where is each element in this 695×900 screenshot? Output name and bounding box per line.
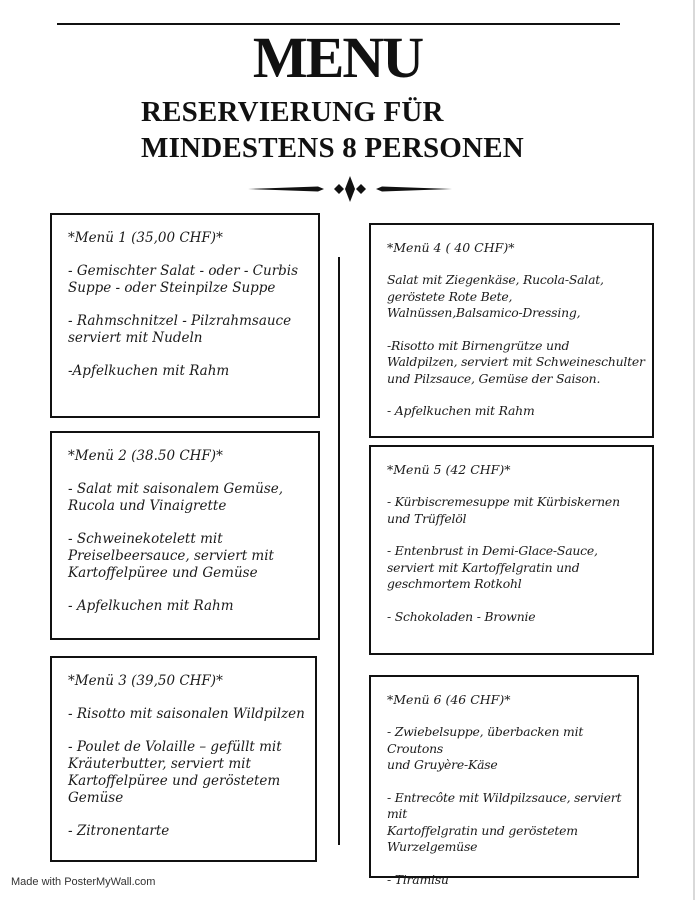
menu-4-heading: *Menü 4 ( 40 CHF)* [387, 240, 515, 255]
menu-5-heading: *Menü 5 (42 CHF)* [387, 462, 511, 477]
subtitle-line-1: RESERVIERUNG FÜR [141, 96, 444, 128]
menu-4-item-3: - Apfelkuchen mit Rahm [387, 403, 535, 418]
menu-card-6 [369, 675, 639, 887]
menu-card-1 [50, 213, 320, 418]
menu-3-heading: *Menü 3 (39,50 CHF)* [68, 673, 223, 689]
menu-2-item-2: - Schweinekotelett mit Preiselbeersauce, serviert mit Kartoffelpüree und Gemüse [68, 531, 274, 581]
postermywall-credit: Made with PosterMyWall.com [11, 876, 156, 888]
menu-3-item-3: - Zitronentarte [68, 823, 170, 839]
menu-3-item-1: - Risotto mit saisonalen Wildpilzen [68, 706, 305, 722]
menu-1-item-3: -Apfelkuchen mit Rahm [68, 363, 230, 379]
subtitle-line-2: MINDESTENS 8 PERSONEN [141, 132, 524, 164]
menu-1-item-2: - Rahmschnitzel - Pilzrahmsauce serviert mit Nudeln [68, 313, 292, 346]
menu-5-item-1: - Kürbiscremesuppe mit Kürbiskernen und Trüffelöl [387, 494, 620, 526]
menu-6-heading: *Menü 6 (46 CHF)* [387, 692, 511, 707]
menu-1-item-1: - Gemischter Salat - oder - Curbis Suppe - oder Steinpilze Suppe [68, 263, 299, 296]
menu-card-3 [50, 656, 317, 862]
menu-3-item-2: - Poulet de Volaille – gefüllt mit Kräuterbutter, serviert mit Kartoffelpüree und geröstetem Gemüse [68, 739, 282, 806]
ornament-divider-icon [248, 175, 452, 203]
reservation-subtitle [141, 94, 524, 166]
menu-1-heading: *Menü 1 (35,00 CHF)* [68, 230, 223, 246]
menu-title: MENU [252, 25, 423, 90]
menu-card-2 [50, 431, 320, 640]
menu-4-item-1: Salat mit Ziegenkäse, Rucola-Salat, geröstete Rote Bete, Walnüssen,Balsamico-Dressing, [387, 272, 604, 320]
menu-2-item-3: - Apfelkuchen mit Rahm [68, 598, 234, 614]
menu-2-item-1: - Salat mit saisonalem Gemüse, Rucola und Vinaigrette [68, 481, 284, 514]
menu-card-5 [369, 445, 654, 655]
menu-4-item-2: -Risotto mit Birnengrütze und Waldpilzen, serviert mit Schweineschulter und Pilzsauce, Gemüse der Saison. [387, 337, 645, 386]
menu-6-item-2: - Entrecôte mit Wildpilzsauce, serviert mit Kartoffelgratin und geröstetem Wurzelgemüse [387, 789, 622, 854]
center-divider [338, 257, 340, 845]
menu-2-heading: *Menü 2 (38.50 CHF)* [68, 448, 223, 464]
menu-6-item-1: - Zwiebelsuppe, überbacken mit Croutons und Gruyère-Käse [387, 724, 584, 772]
menu-6-item-3: - Tiramisu [387, 871, 449, 887]
menu-5-item-2: - Entenbrust in Demi-Glace-Sauce, serviert mit Kartoffelgratin und geschmortem Rotkohl [387, 543, 598, 591]
menu-5-item-3: - Schokoladen - Brownie [387, 608, 536, 624]
menu-card-4 [369, 223, 654, 438]
